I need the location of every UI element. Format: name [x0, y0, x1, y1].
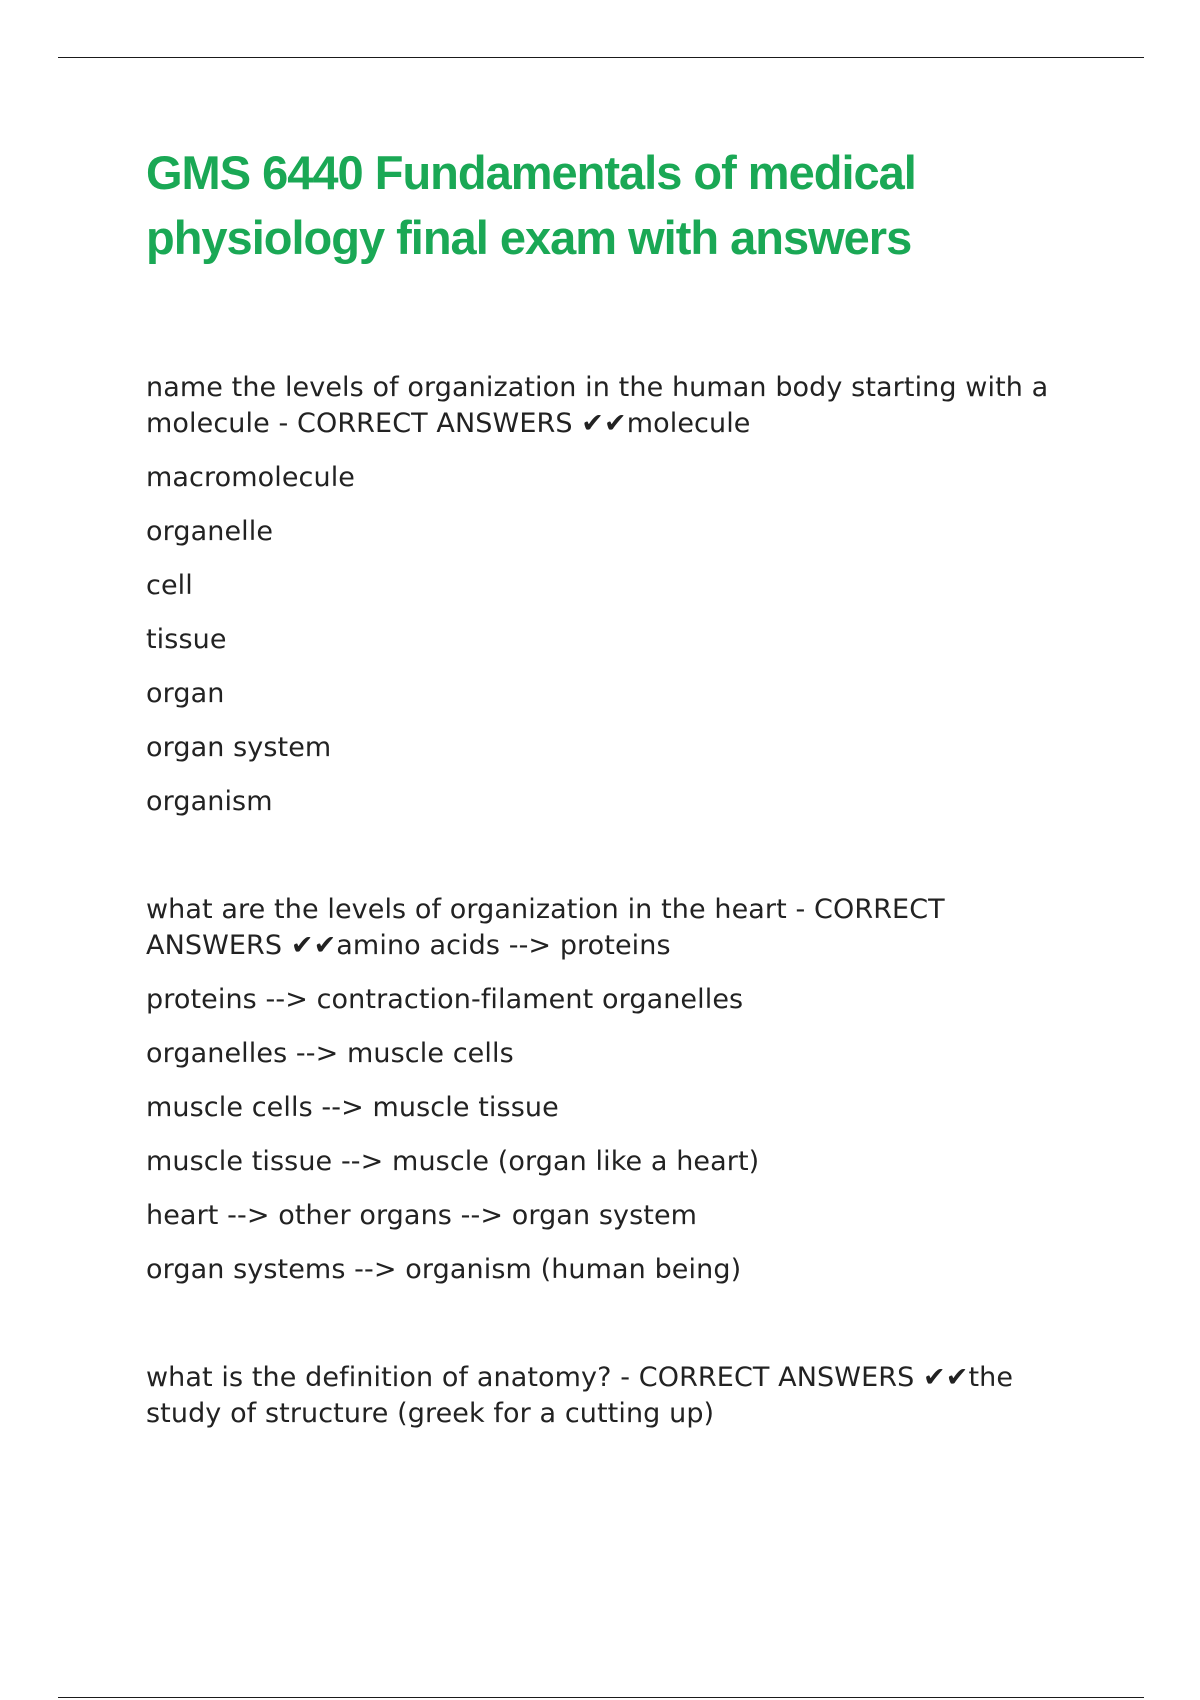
qa-question: name the levels of organization in the human body starting with a molecule - CORRECT ANSWERS ✔✔molecule [146, 372, 1049, 439]
qa-answer-line: macromolecule [146, 462, 356, 493]
qa-item [146, 370, 1086, 820]
qa-item [146, 1360, 1086, 1432]
qa-answer-line: organelle [146, 516, 274, 547]
qa-question: what are the levels of organization in the heart - CORRECT ANSWERS ✔✔amino acids --> proteins [146, 894, 945, 961]
qa-answer-line: organ system [146, 732, 332, 763]
qa-answer-line: organism [146, 786, 273, 817]
bottom-divider [58, 1697, 1144, 1698]
qa-answer-line: tissue [146, 624, 227, 655]
qa-list [146, 370, 1086, 1432]
qa-answer-line: heart --> other organs --> organ system [146, 1200, 698, 1231]
document-title: GMS 6440 Fundamentals of medical physiology final exam with answers [146, 146, 916, 264]
qa-answer-line: muscle tissue --> muscle (organ like a heart) [146, 1146, 760, 1177]
qa-question: what is the definition of anatomy? - CORRECT ANSWERS ✔✔the study of structure (greek for a cutting up) [146, 1362, 1014, 1429]
document-body [146, 140, 1086, 1504]
top-divider [58, 57, 1144, 58]
qa-answer-line: organ systems --> organism (human being) [146, 1254, 742, 1285]
qa-answer-line: organ [146, 678, 225, 709]
qa-item [146, 892, 1086, 1288]
qa-answer-line: cell [146, 570, 193, 601]
qa-answer-line: proteins --> contraction-filament organelles [146, 984, 744, 1015]
qa-answer-line: organelles --> muscle cells [146, 1038, 514, 1069]
qa-answer-line: muscle cells --> muscle tissue [146, 1092, 559, 1123]
